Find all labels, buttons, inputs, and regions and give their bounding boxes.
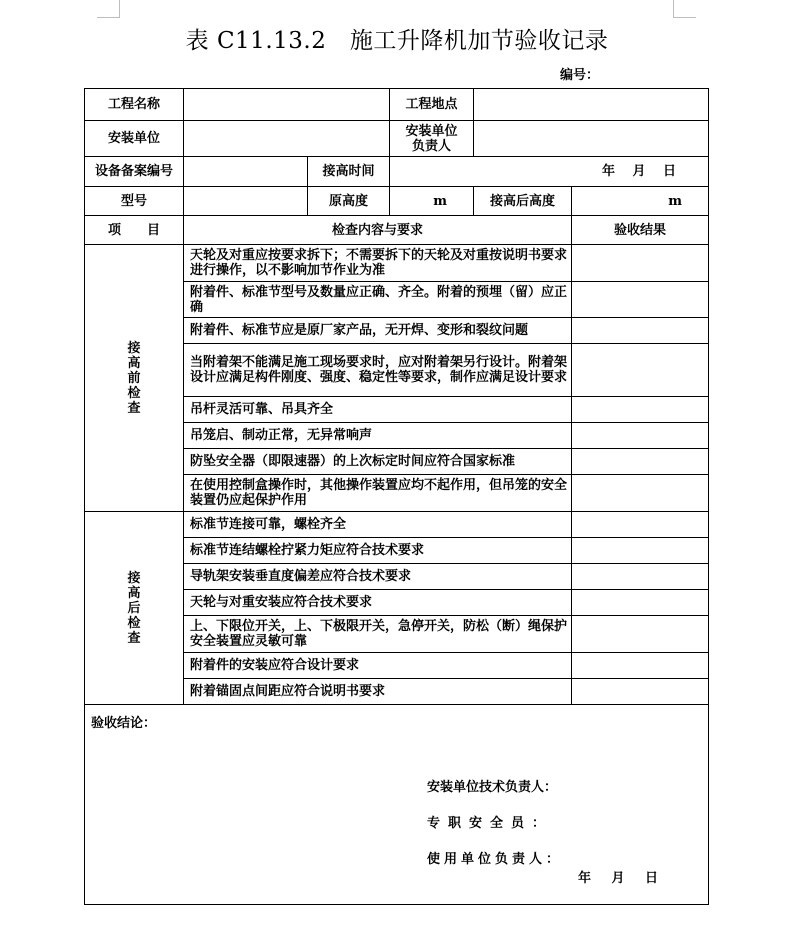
check-item-result-field[interactable] <box>572 475 709 512</box>
column-header-result: 验收结果 <box>572 216 709 245</box>
project-name-label: 工程名称 <box>85 89 184 121</box>
column-header-item: 项 目 <box>85 216 184 245</box>
page-corner-mark-left <box>97 0 120 18</box>
check-item-result-field[interactable] <box>572 653 709 679</box>
check-item-result-field[interactable] <box>572 590 709 616</box>
check-item-requirement: 吊杆灵活可靠、吊具齐全 <box>184 397 572 423</box>
section-label-char: 查 <box>127 400 141 416</box>
check-item-requirement: 上、下限位开关，上、下极限开关，急停开关，防松（断）绳保护安全装置应灵敏可靠 <box>184 616 572 653</box>
document-title: 表 C11.13.2 施工升降机加节验收记录 <box>185 28 609 54</box>
model-label: 型号 <box>85 187 184 216</box>
check-item-result-field[interactable] <box>572 512 709 538</box>
check-item-requirement: 附着件、标准节应是原厂家产品，无开焊、变形和裂纹问题 <box>184 318 572 344</box>
check-item-result-field[interactable] <box>572 449 709 475</box>
check-item-requirement: 防坠安全器（即限速器）的上次标定时间应符合国家标准 <box>184 449 572 475</box>
conclusion-date: 年 月 日 <box>578 871 660 886</box>
section-label-char: 后 <box>127 600 141 616</box>
height-after-label: 接高后高度 <box>474 187 572 216</box>
check-item-result-field[interactable] <box>572 318 709 344</box>
section-label-char: 接 <box>127 340 141 356</box>
install-unit-manager-label: 安装单位负责人 <box>390 121 474 157</box>
table-row <box>85 512 709 538</box>
section-label-char: 前 <box>127 370 141 386</box>
check-item-requirement: 天轮及对重应按要求拆下；不需要拆下的天轮及对重按说明书要求进行操作，以不影响加节作业为准 <box>184 245 572 282</box>
check-item-result-field[interactable] <box>572 616 709 653</box>
install-unit-field[interactable] <box>184 121 390 157</box>
acceptance-conclusion-box[interactable] <box>85 705 709 905</box>
original-height-label: 原高度 <box>308 187 390 216</box>
equipment-record-no-field[interactable] <box>184 157 308 187</box>
section-label-char: 检 <box>127 615 141 631</box>
check-item-result-field[interactable] <box>572 564 709 590</box>
install-unit-manager-field[interactable] <box>474 121 709 157</box>
check-item-requirement: 附着件的安装应符合设计要求 <box>184 653 572 679</box>
table-row <box>85 245 709 282</box>
acceptance-record-table <box>84 88 709 905</box>
check-item-requirement: 吊笼启、制动正常，无异常响声 <box>184 423 572 449</box>
section-label-char: 检 <box>127 385 141 401</box>
check-item-requirement: 附着件、标准节型号及数量应正确、齐全。附着的预埋（留）应正确 <box>184 282 572 318</box>
check-item-requirement: 天轮与对重安装应符合技术要求 <box>184 590 572 616</box>
check-item-result-field[interactable] <box>572 679 709 705</box>
check-item-requirement: 标准节连结螺栓拧紧力矩应符合技术要求 <box>184 538 572 564</box>
check-item-requirement: 导轨架安装垂直度偏差应符合技术要求 <box>184 564 572 590</box>
equipment-record-no-label: 设备备案编号 <box>85 157 184 187</box>
check-item-requirement: 附着锚固点间距应符合说明书要求 <box>184 679 572 705</box>
check-item-requirement: 当附着架不能满足施工现场要求时，应对附着架另行设计。附着架设计应满足构件刚度、强度、稳定性等要求，制作应满足设计要求 <box>184 344 572 397</box>
heightening-date-field[interactable]: 年 月 日 <box>390 157 709 187</box>
section-label-char: 查 <box>127 630 141 646</box>
heightening-time-label: 接高时间 <box>308 157 390 187</box>
check-item-result-field[interactable] <box>572 282 709 318</box>
page-corner-mark-right <box>673 0 696 18</box>
section-label-char: 高 <box>127 585 141 601</box>
conclusion-label: 验收结论： <box>91 716 157 731</box>
check-item-requirement: 标准节连接可靠，螺栓齐全 <box>184 512 572 538</box>
user-unit-manager-signature-label: 使用单位负责人： <box>427 852 564 867</box>
check-item-result-field[interactable] <box>572 423 709 449</box>
record-number-label: 编号： <box>560 68 600 83</box>
check-item-result-field[interactable] <box>572 344 709 397</box>
model-field[interactable] <box>184 187 308 216</box>
column-header-content: 检查内容与要求 <box>184 216 572 245</box>
project-location-label: 工程地点 <box>390 89 474 121</box>
original-height-field[interactable]: m <box>390 187 474 216</box>
check-item-result-field[interactable] <box>572 397 709 423</box>
safety-officer-signature-label: 专职安全员： <box>427 816 554 831</box>
pre-heightening-check-section-label <box>85 245 184 512</box>
section-label-char: 高 <box>127 355 141 371</box>
check-item-result-field[interactable] <box>572 245 709 282</box>
check-item-requirement: 在使用控制盒操作时，其他操作装置应均不起作用，但吊笼的安全装置仍应起保护作用 <box>184 475 572 512</box>
check-item-result-field[interactable] <box>572 538 709 564</box>
project-name-field[interactable] <box>184 89 390 121</box>
install-unit-label: 安装单位 <box>85 121 184 157</box>
section-label-char: 接 <box>127 570 141 586</box>
height-after-field[interactable]: m <box>572 187 709 216</box>
post-heightening-check-section-label <box>85 512 184 705</box>
install-tech-manager-signature-label: 安装单位技术负责人： <box>427 780 558 795</box>
project-location-field[interactable] <box>474 89 709 121</box>
